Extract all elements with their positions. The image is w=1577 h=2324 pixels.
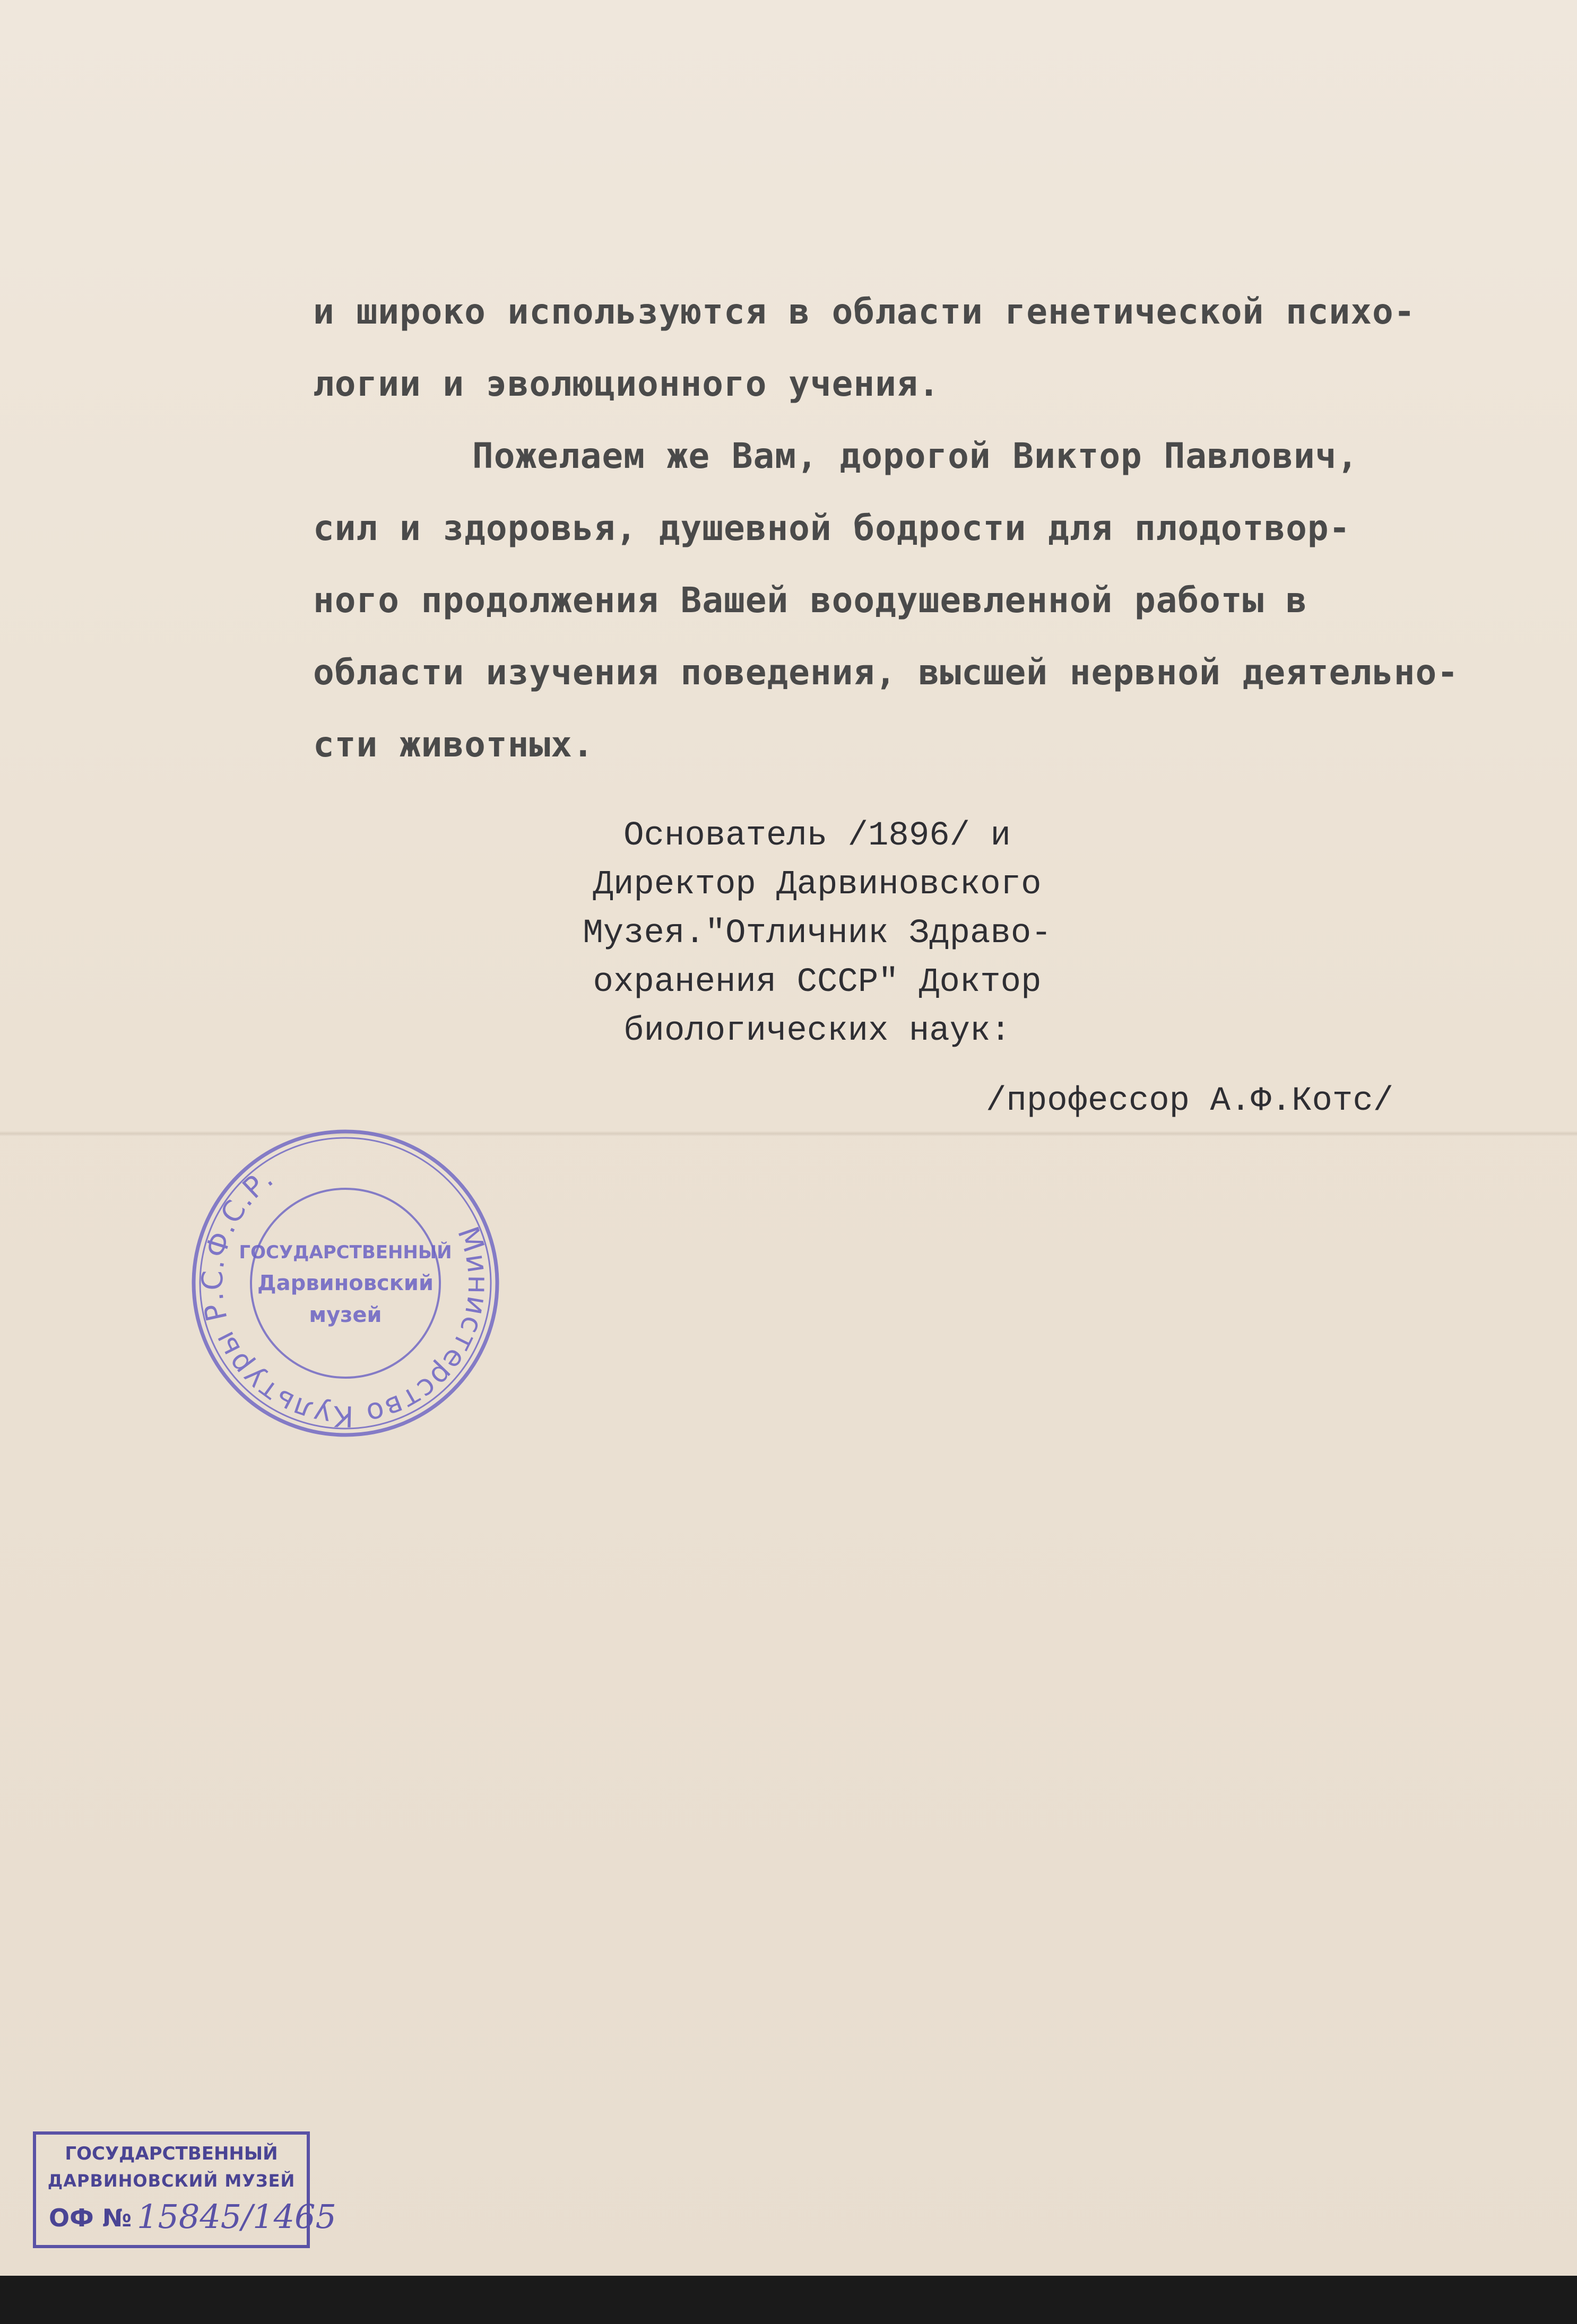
signature-block <box>525 812 1109 1056</box>
letter-line: сти животных. <box>313 724 594 765</box>
signature-line: Основатель /1896/ и <box>623 817 1011 855</box>
inventory-stamp-label: ОФ № <box>49 2204 132 2232</box>
inventory-stamp-line: ДАРВИНОВСКИЙ МУЗЕЙ <box>47 2171 296 2191</box>
museum-round-stamp <box>189 1127 502 1440</box>
signature-line: биологических наук: <box>623 1012 1011 1050</box>
signature-line: Музея."Отличник Здраво- <box>583 915 1052 953</box>
letter-body <box>313 276 1533 781</box>
round-stamp-center-line: музей <box>309 1303 382 1327</box>
round-stamp-center-line: ГОСУДАРСТВЕННЫЙ <box>239 1242 452 1263</box>
letter-line: ного продолжения Вашей воодушевленной работы в <box>313 580 1307 621</box>
inventory-stamp-line: ГОСУДАРСТВЕННЫЙ <box>65 2143 278 2164</box>
round-stamp-arc: Министерство Культуры Р.С.Ф.С.Р. <box>195 1160 496 1433</box>
letter-line: и широко используются в области генетической психо- <box>313 291 1416 332</box>
letter-line: области изучения поведения, высшей нервной деятельно- <box>313 652 1459 693</box>
letter-line: сил и здоровья, душевной бодрости для плодотвор- <box>313 508 1351 549</box>
signature-line: охранения СССР" Доктор <box>593 963 1042 1002</box>
letter-line: Пожелаем же Вам, дорогой Виктор Павлович, <box>472 436 1359 476</box>
round-stamp-center-line: Дарвиновский <box>257 1271 434 1295</box>
letter-line: логии и эволюционного учения. <box>313 363 940 404</box>
signature-line: Директор Дарвиновского <box>593 866 1042 904</box>
inventory-number: 15845/1465 <box>137 2197 336 2236</box>
inventory-stamp <box>33 2131 336 2248</box>
scan-bottom-edge <box>0 2276 1577 2324</box>
signer-name: /профессор А.Ф.Котс/ <box>986 1082 1394 1120</box>
